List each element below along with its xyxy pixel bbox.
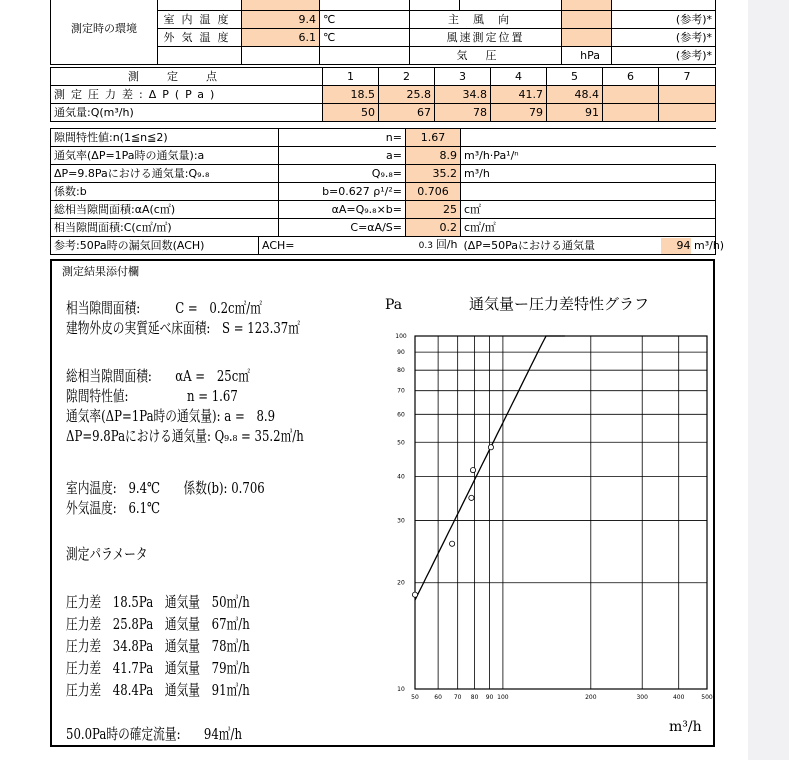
point-6-header: 6 [603, 68, 659, 86]
y-tick-label: 60 [397, 411, 405, 419]
text-param-2: 圧力差 25.8Pa 通気量 67㎥/h [66, 615, 250, 633]
result-label-a: 通気率(ΔP=1Pa時の通気量):a [51, 147, 279, 165]
y-tick-label: 30 [397, 517, 405, 525]
data-point [412, 592, 417, 597]
outdoor-temp-label: 外気温度 [158, 29, 242, 47]
result-value-b: 0.706 [406, 183, 461, 201]
data-point [488, 445, 493, 450]
ach-flow-unit: m³/h) [694, 238, 725, 252]
environment-table [50, 0, 716, 65]
result-formula-n: n= [279, 129, 406, 147]
result-unit-aa: c㎡ [461, 201, 716, 219]
flow-row-label: 通気量:Q(m³/h) [51, 104, 323, 122]
environment-label: 測定時の環境 [51, 0, 158, 65]
point-4-header: 4 [491, 68, 547, 86]
flow-value-7 [659, 104, 716, 122]
x-tick-label: 400 [672, 694, 685, 701]
result-value-aa: 25 [406, 201, 461, 219]
pressure-value-3: 34.8 [435, 86, 491, 104]
y-tick-label: 10 [397, 686, 405, 693]
text-equiv-area: 相当隙間面積: C = 0.2c㎡/㎡ [66, 299, 262, 317]
text-param-5: 圧力差 48.4Pa 通気量 91㎥/h [66, 681, 250, 699]
data-point [470, 467, 475, 472]
ach-flow-value: 94 [661, 238, 691, 254]
pressure-row-label: 測定圧力差:ΔP(Pa) [51, 86, 323, 104]
x-tick-label: 200 [585, 694, 597, 701]
pressure-value-5: 48.4 [547, 86, 603, 104]
x-tick-label: 50 [411, 694, 419, 701]
result-unit-q98: m³/h [461, 165, 716, 183]
page-gutter [748, 0, 789, 760]
flow-value-5: 91 [547, 104, 603, 122]
y-tick-label: 70 [397, 387, 405, 395]
text-total-area: 総相当隙間面積: αA = 25c㎡ [66, 367, 250, 385]
chart-x-label: m³/h [669, 719, 702, 735]
result-formula-a: a= [279, 147, 406, 165]
pressure-value-2: 25.8 [379, 86, 435, 104]
text-param-4: 圧力差 41.7Pa 通気量 79㎥/h [66, 659, 250, 677]
x-tick-label: 60 [434, 694, 442, 701]
flow-value-3: 78 [435, 104, 491, 122]
text-params-title: 測定パラメータ [66, 545, 148, 563]
flow-pressure-chart [377, 283, 713, 745]
attachment-box [50, 259, 715, 747]
text-a: 通気率(ΔP=1Pa時の通気量): a = 8.9 [66, 407, 276, 425]
pressure-atm-note: (参考)* [612, 47, 716, 65]
chart-marks [412, 336, 565, 600]
attachment-title: 測定結果添付欄 [62, 265, 139, 278]
y-tick-label: 90 [397, 349, 405, 357]
result-formula-c: C=αA/S= [279, 219, 406, 237]
indoor-temp-value: 9.4 [242, 11, 320, 29]
data-point [450, 541, 455, 546]
ach-formula: ACH= [259, 237, 371, 255]
pressure-value-7 [659, 86, 716, 104]
measure-header-label: 測定点 [51, 68, 323, 86]
result-formula-q98: Q₉.₈= [279, 165, 406, 183]
point-5-header: 5 [547, 68, 603, 86]
text-param-1: 圧力差 18.5Pa 通気量 50㎥/h [66, 593, 250, 611]
x-tick-label: 300 [636, 694, 648, 701]
text-n: 隙間特性値: n = 1.67 [66, 387, 238, 405]
indoor-temp-label: 室内温度 [158, 11, 242, 29]
flow-value-6 [603, 104, 659, 122]
point-2-header: 2 [379, 68, 435, 86]
measurement-table [50, 67, 716, 122]
pressure-atm-label: 気圧 [410, 47, 562, 65]
result-formula-b: b=0.627 ρ¹/²= [279, 183, 406, 201]
pressure-value-4: 41.7 [491, 86, 547, 104]
result-label-aa: 総相当隙間面積:αA(c㎡) [51, 201, 279, 219]
result-formula-aa: αA=Q₉.₈×b= [279, 201, 406, 219]
data-point [469, 495, 474, 500]
result-label-b: 係数:b [51, 183, 279, 201]
fit-line [415, 336, 565, 600]
results-table [50, 128, 716, 237]
pressure-value-1: 18.5 [323, 86, 379, 104]
point-3-header: 3 [435, 68, 491, 86]
y-tick-label: 20 [397, 579, 405, 587]
y-tick-label: 40 [397, 473, 405, 481]
result-value-n: 1.67 [406, 129, 461, 147]
y-tick-label: 50 [397, 439, 405, 447]
ach-paren: (ΔP=50Paにおける通気量 [461, 237, 661, 255]
text-q98: ΔP=9.8Paにおける通気量: Q₉.₈ = 35.2㎥/h [66, 427, 304, 445]
text-indoor: 室内温度: 9.4℃ 係数(b): 0.706 [66, 479, 265, 497]
result-unit-a: m³/h·Pa¹/ⁿ [461, 147, 716, 165]
chart-y-label: Pa [385, 297, 403, 313]
result-label-n: 隙間特性値:n(1≦n≦2) [51, 129, 279, 147]
ach-label: 参考:50Pa時の漏気回数(ACH) [51, 237, 259, 255]
y-tick-label: 100 [395, 333, 407, 340]
wind-position-note: (参考)* [612, 29, 716, 47]
result-unit-n [461, 129, 716, 147]
y-tick-label: 80 [397, 367, 405, 375]
result-unit-c: c㎡/㎡ [461, 219, 716, 237]
wind-position-label: 風速測定位置 [410, 29, 562, 47]
text-param-3: 圧力差 34.8Pa 通気量 78㎥/h [66, 637, 250, 655]
text-floor-area: 建物外皮の実質延べ床面積: S = 123.37㎡ [66, 319, 300, 337]
point-7-header: 7 [659, 68, 716, 86]
point-1-header: 1 [323, 68, 379, 86]
ach-value: 0.3 [418, 241, 433, 251]
result-value-a: 8.9 [406, 147, 461, 165]
indoor-temp-unit: ℃ [320, 11, 410, 29]
chart-tick-labels [395, 333, 713, 701]
pressure-value-6 [603, 86, 659, 104]
outdoor-temp-value: 6.1 [242, 29, 320, 47]
result-label-q98: ΔP=9.8Paにおける通気量:Q₉.₈ [51, 165, 279, 183]
result-value-q98: 35.2 [406, 165, 461, 183]
text-final-flow: 50.0Pa時の確定流量: 94㎥/h [66, 725, 242, 743]
flow-value-2: 67 [379, 104, 435, 122]
outdoor-temp-unit: ℃ [320, 29, 410, 47]
x-tick-label: 500 [701, 694, 713, 701]
flow-value-1: 50 [323, 104, 379, 122]
wind-direction-note: (参考)* [612, 11, 716, 29]
pressure-atm-unit: hPa [580, 48, 600, 62]
result-value-c: 0.2 [406, 219, 461, 237]
x-tick-label: 100 [497, 694, 509, 701]
x-tick-label: 90 [485, 694, 494, 701]
wind-direction-label: 主風向 [410, 11, 562, 29]
ach-unit: 回/h [435, 238, 458, 251]
flow-value-4: 79 [491, 104, 547, 122]
result-label-c: 相当隙間面積:C(c㎡/㎡) [51, 219, 279, 237]
result-unit-b [461, 183, 716, 201]
ach-table [50, 236, 725, 255]
x-tick-label: 80 [470, 694, 479, 701]
text-outdoor: 外気温度: 6.1℃ [66, 499, 161, 517]
x-tick-label: 70 [453, 694, 462, 701]
chart-title: 通気量ー圧力差特性グラフ [469, 295, 650, 313]
